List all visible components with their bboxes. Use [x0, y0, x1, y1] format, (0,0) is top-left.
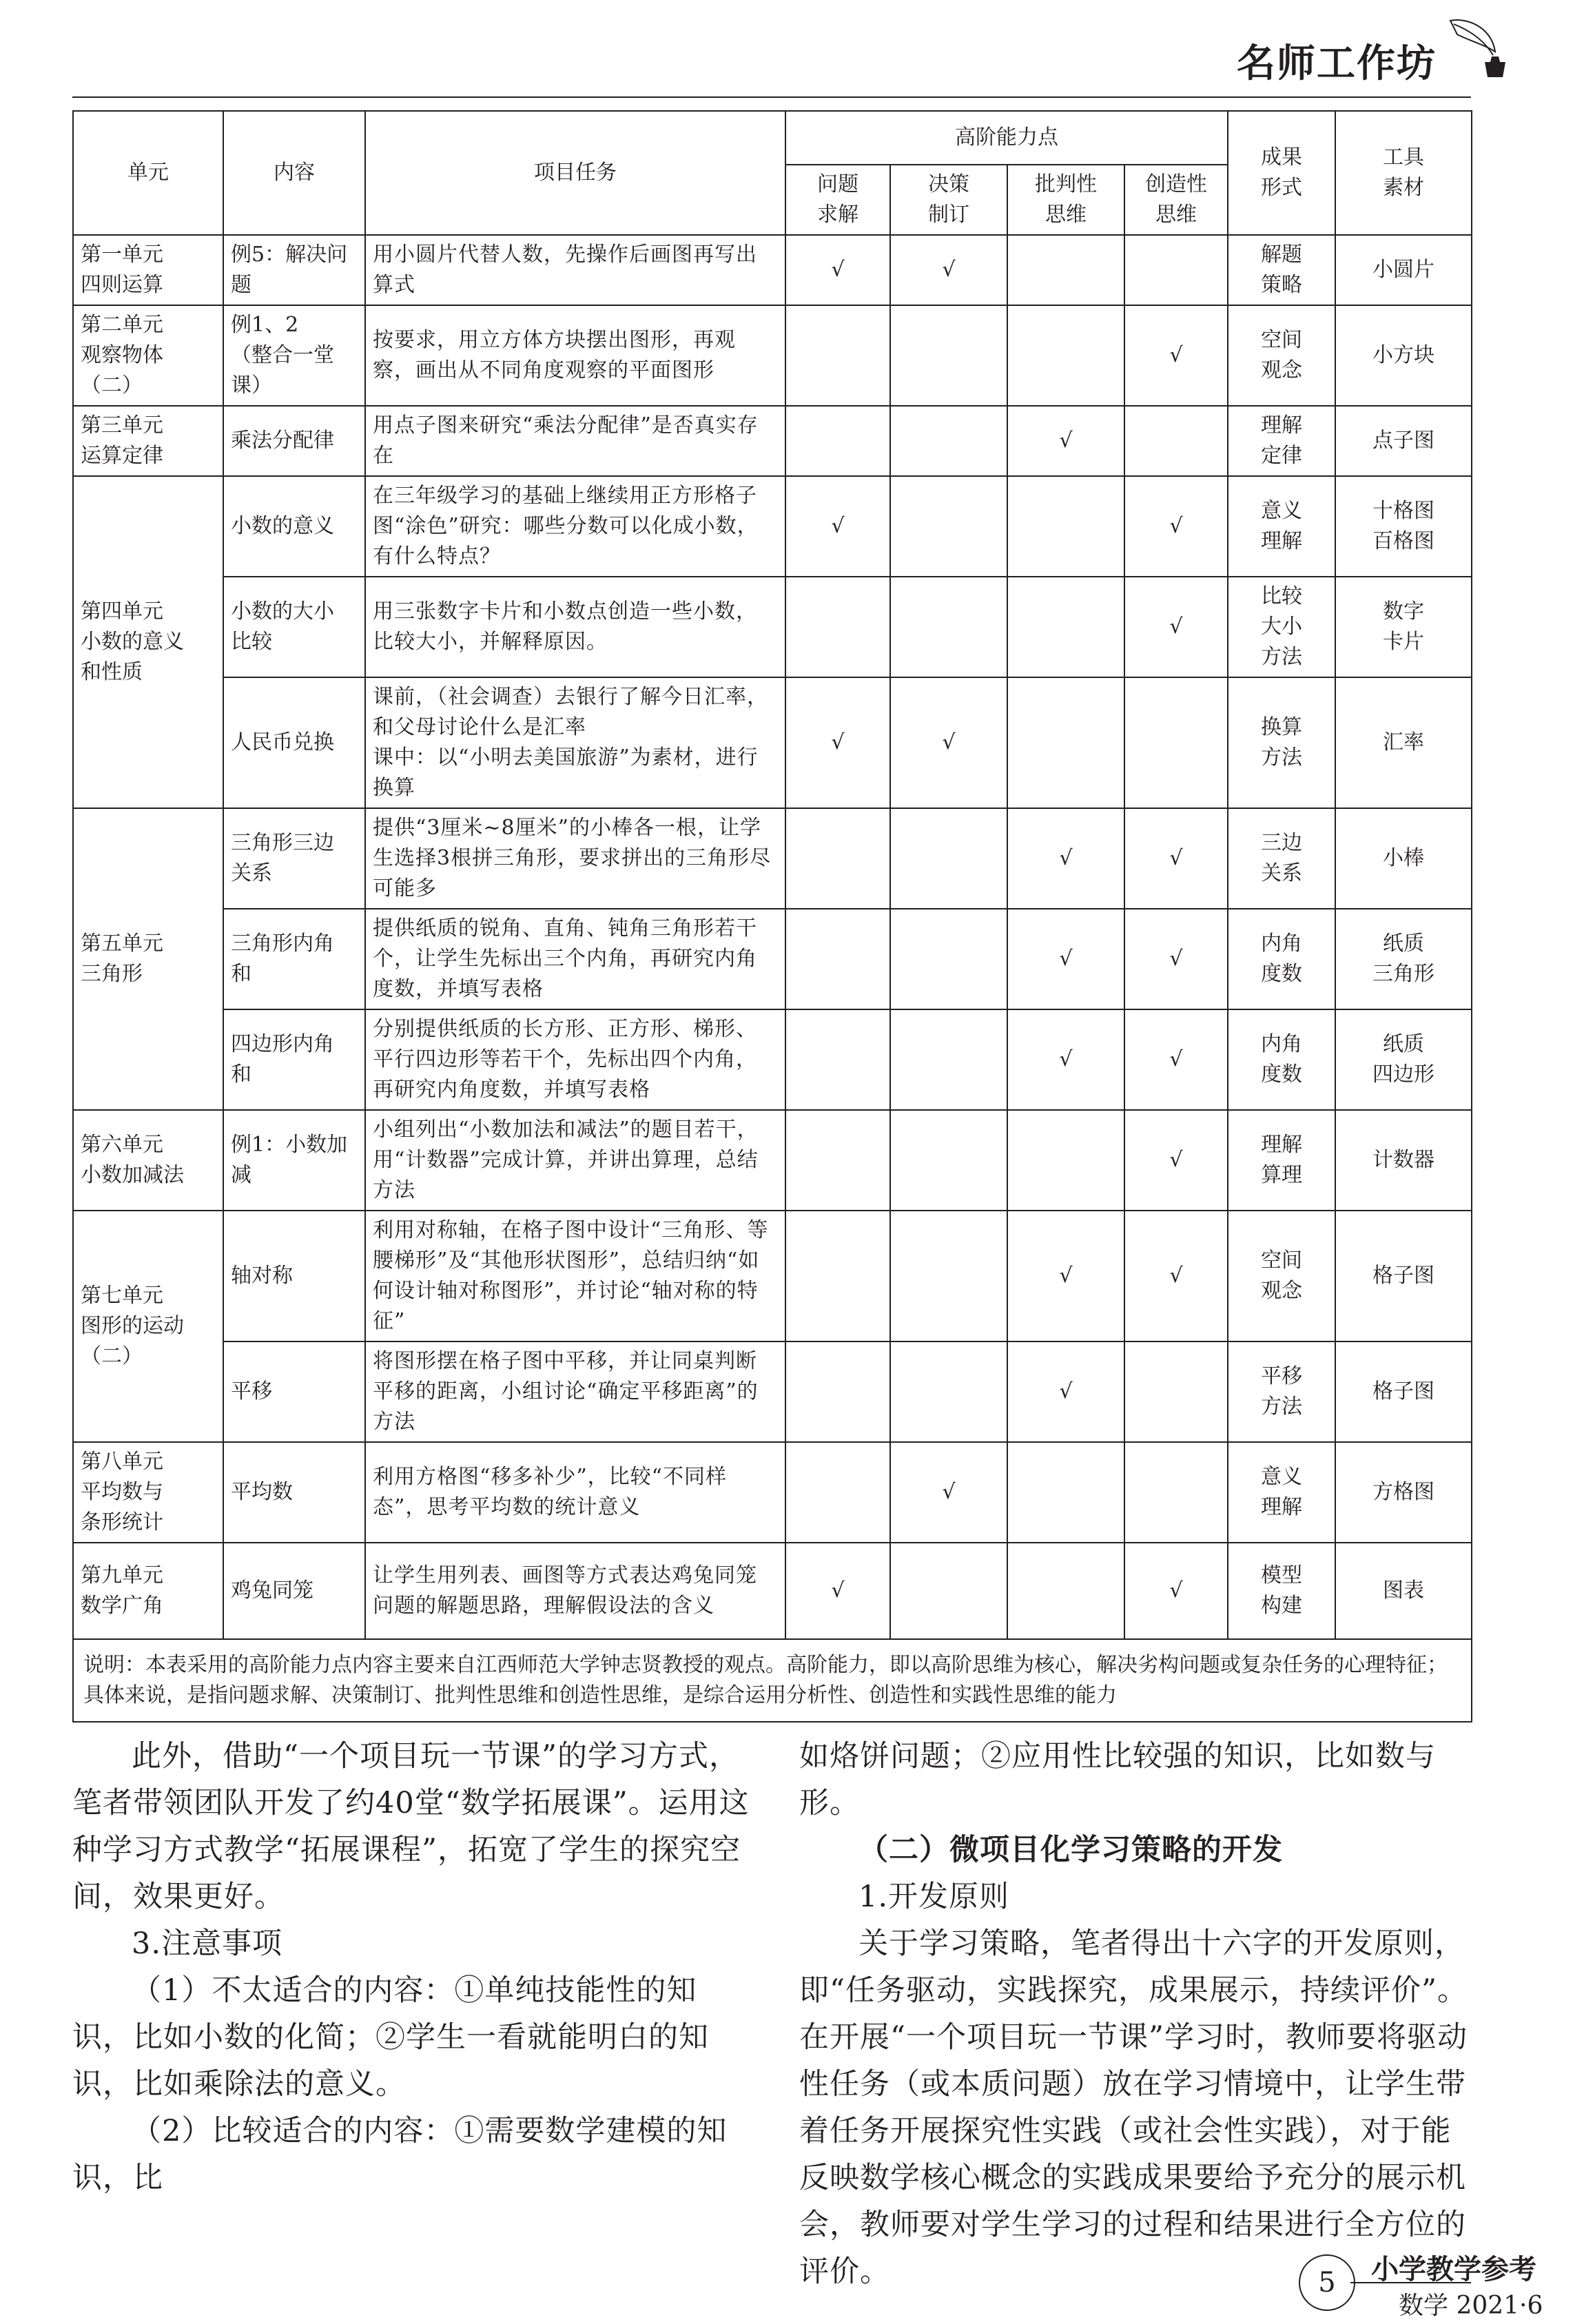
header-ability-group: 高阶能力点	[785, 111, 1228, 165]
ability-check-cell	[1007, 1110, 1124, 1211]
unit-cell: 第九单元 数学广角	[73, 1543, 223, 1639]
content-cell: 例1：小数加 减	[223, 1110, 365, 1211]
result-cell: 内角 度数	[1228, 909, 1335, 1009]
paragraph: 此外，借助“一个项目玩一节课”的学习方式，笔者带领团队开发了约40堂“数学拓展课”。运用这种学习方式教学“拓展课程”，拓宽了学生的探究空间，效果更好。	[72, 1739, 750, 1914]
ability-check-cell: √	[1007, 1009, 1124, 1110]
sub-heading: 1.开发原则	[858, 1880, 1010, 1914]
content-cell: 小数的大小 比较	[223, 577, 365, 677]
ability-check-cell	[785, 1110, 890, 1211]
paragraph: （1）不太适合的内容：①单纯技能性的知识，比如小数的化简；②学生一看就能明白的知识，比如乘除法的意义。	[72, 1973, 709, 2101]
ability-check-cell	[1007, 1442, 1124, 1543]
ability-check-cell: √	[1007, 808, 1124, 909]
journal-issue: 数学 2021·6	[1399, 2292, 1543, 2320]
body-left-column	[72, 1733, 754, 2201]
result-cell: 意义 理解	[1228, 476, 1335, 577]
content-cell: 平移	[223, 1341, 365, 1442]
unit-cell: 第五单元 三角形	[73, 808, 223, 1110]
task-cell: 分别提供纸质的长方形、正方形、梯形、平行四边形等若干个，先标出四个内角，再研究内角度数，并填写表格	[365, 1009, 785, 1110]
result-cell: 比较 大小 方法	[1228, 577, 1335, 677]
table-row	[73, 577, 1472, 677]
section-heading: 3.注意事项	[132, 1926, 283, 1961]
task-cell: 提供纸质的锐角、直角、钝角三角形若干个，让学生先标出三个内角，再研究内角度数，并填写表格	[365, 909, 785, 1009]
task-cell: 将图形摆在格子图中平移，并让同桌判断平移的距离，小组讨论“确定平移距离”的方法	[365, 1341, 785, 1442]
result-cell: 平移 方法	[1228, 1341, 1335, 1442]
ability-check-cell: √	[1124, 808, 1228, 909]
ability-check-cell	[1007, 577, 1124, 677]
ability-check-cell: √	[1007, 406, 1124, 476]
result-cell: 意义 理解	[1228, 1442, 1335, 1543]
body-right-column	[799, 1733, 1471, 2295]
content-cell: 轴对称	[223, 1211, 365, 1341]
ability-check-cell	[785, 909, 890, 1009]
header-tool: 工具 素材	[1335, 111, 1472, 235]
result-cell: 换算 方法	[1228, 677, 1335, 808]
ability-check-cell	[1124, 235, 1228, 305]
tool-cell: 汇率	[1335, 677, 1472, 808]
ability-check-cell: √	[1007, 1341, 1124, 1442]
ability-check-cell: √	[785, 677, 890, 808]
tool-cell: 方格图	[1335, 1442, 1472, 1543]
table-body	[73, 235, 1472, 1639]
header-content: 内容	[223, 111, 365, 235]
header-ability-decision-making: 决策 制订	[890, 165, 1007, 235]
unit-cell: 第六单元 小数加减法	[73, 1110, 223, 1211]
journal-name: 小学教学参考	[1371, 2254, 1536, 2285]
ability-check-cell: √	[890, 1442, 1007, 1543]
header-result: 成果 形式	[1228, 111, 1335, 235]
ability-check-cell	[1007, 476, 1124, 577]
ability-check-cell	[890, 808, 1007, 909]
ability-check-cell	[785, 406, 890, 476]
table-row	[73, 476, 1472, 577]
header-ability-critical-thinking: 批判性 思维	[1007, 165, 1124, 235]
ability-check-cell	[1124, 677, 1228, 808]
table-row	[73, 1543, 1472, 1639]
header-ability-problem-solving: 问题 求解	[785, 165, 890, 235]
ability-check-cell	[785, 1211, 890, 1341]
ability-check-cell	[890, 406, 1007, 476]
ability-check-cell	[890, 577, 1007, 677]
tool-cell: 纸质 四边形	[1335, 1009, 1472, 1110]
ability-check-cell	[1007, 1543, 1124, 1639]
task-cell: 用点子图来研究“乘法分配律”是否真实存在	[365, 406, 785, 476]
tool-cell: 点子图	[1335, 406, 1472, 476]
ability-check-cell	[785, 577, 890, 677]
ability-check-cell: √	[785, 476, 890, 577]
ability-check-cell	[785, 1009, 890, 1110]
table-note: 说明：本表采用的高阶能力点内容主要来自江西师范大学钟志贤教授的观点。高阶能力，即以高阶思维为核心，解决劣构问题或复杂任务的心理特征；具体来说，是指问题求解、决策制订、批判性思维和创造性思维，是综合运用分析性、创造性和实践性思维的能力	[73, 1639, 1472, 1722]
table-row	[73, 305, 1472, 406]
header-ability-creative-thinking: 创造性 思维	[1124, 165, 1228, 235]
ability-check-cell	[890, 1110, 1007, 1211]
tool-cell: 格子图	[1335, 1211, 1472, 1341]
header-task: 项目任务	[365, 111, 785, 235]
ability-check-cell	[890, 1341, 1007, 1442]
content-cell: 平均数	[223, 1442, 365, 1543]
ability-check-cell	[785, 305, 890, 406]
ability-check-cell: √	[785, 235, 890, 305]
ability-check-cell	[785, 808, 890, 909]
content-cell: 三角形三边 关系	[223, 808, 365, 909]
task-cell: 用三张数字卡片和小数点创造一些小数，比较大小，并解释原因。	[365, 577, 785, 677]
ability-check-cell: √	[1007, 909, 1124, 1009]
content-cell: 例1、2 （整合一堂 课）	[223, 305, 365, 406]
result-cell: 空间 观念	[1228, 305, 1335, 406]
task-cell: 利用方格图“移多补少”，比较“不同样态”，思考平均数的统计意义	[365, 1442, 785, 1543]
ability-check-cell: √	[890, 235, 1007, 305]
result-cell: 三边 关系	[1228, 808, 1335, 909]
tool-cell: 数字 卡片	[1335, 577, 1472, 677]
ability-check-cell	[785, 1341, 890, 1442]
result-cell: 模型 构建	[1228, 1543, 1335, 1639]
ability-check-cell	[785, 1442, 890, 1543]
content-cell: 例5：解决问 题	[223, 235, 365, 305]
ability-check-cell	[1007, 305, 1124, 406]
task-cell: 小组列出“小数加法和减法”的题目若干，用“计数器”完成计算，并讲出算理，总结方法	[365, 1110, 785, 1211]
unit-cell: 第二单元 观察物体 （二）	[73, 305, 223, 406]
footer-rule	[1350, 2282, 1471, 2283]
unit-cell: 第三单元 运算定律	[73, 406, 223, 476]
header-unit: 单元	[73, 111, 223, 235]
ability-check-cell: √	[785, 1543, 890, 1639]
task-cell: 提供“3厘米~8厘米”的小棒各一根，让学生选择3根拼三角形，要求拼出的三角形尽可能多	[365, 808, 785, 909]
content-cell: 三角形内角 和	[223, 909, 365, 1009]
result-cell: 空间 观念	[1228, 1211, 1335, 1341]
content-cell: 乘法分配律	[223, 406, 365, 476]
ability-check-cell: √	[1124, 476, 1228, 577]
task-cell: 按要求，用立方体方块摆出图形，再观察，画出从不同角度观察的平面图形	[365, 305, 785, 406]
table-row	[73, 808, 1472, 909]
ability-check-cell	[890, 1009, 1007, 1110]
ability-check-cell	[890, 305, 1007, 406]
ability-check-cell: √	[1124, 1211, 1228, 1341]
task-cell: 用小圆片代替人数，先操作后画图再写出算式	[365, 235, 785, 305]
tool-cell: 格子图	[1335, 1341, 1472, 1442]
ability-check-cell: √	[1124, 577, 1228, 677]
ability-check-cell	[890, 1211, 1007, 1341]
ability-check-cell: √	[890, 677, 1007, 808]
unit-cell: 第一单元 四则运算	[73, 235, 223, 305]
page-number: 5	[1299, 2254, 1355, 2311]
result-cell: 理解 算理	[1228, 1110, 1335, 1211]
table-row	[73, 677, 1472, 808]
task-cell: 课前，（社会调查）去银行了解今日汇率，和父母讨论什么是汇率 课中：以“小明去美国旅游”为素材，进行换算	[365, 677, 785, 808]
curriculum-table	[72, 110, 1471, 1714]
table-row	[73, 909, 1472, 1009]
header-rule	[72, 96, 1471, 98]
ability-check-cell	[1124, 1442, 1228, 1543]
feather-inkwell-icon	[1437, 14, 1512, 83]
result-cell: 解题 策略	[1228, 235, 1335, 305]
ability-check-cell: √	[1007, 1211, 1124, 1341]
ability-check-cell	[890, 476, 1007, 577]
section-title: 名师工作坊	[1237, 41, 1437, 86]
unit-cell: 第七单元 图形的运动 （二）	[73, 1211, 223, 1442]
paragraph: 如烙饼问题；②应用性比较强的知识，比如数与形。	[799, 1739, 1436, 1820]
ability-check-cell: √	[1124, 1009, 1228, 1110]
task-cell: 让学生用列表、画图等方式表达鸡兔同笼问题的解题思路，理解假设法的含义	[365, 1543, 785, 1639]
ability-check-cell	[1007, 235, 1124, 305]
paragraph: （2）比较适合的内容：①需要数学建模的知识，比	[72, 2114, 728, 2195]
ability-check-cell	[1007, 677, 1124, 808]
result-cell: 内角 度数	[1228, 1009, 1335, 1110]
tool-cell: 小棒	[1335, 808, 1472, 909]
table-row	[73, 406, 1472, 476]
section-heading: （二）微项目化学习策略的开发	[858, 1833, 1283, 1867]
unit-cell: 第四单元 小数的意义 和性质	[73, 476, 223, 808]
table-row	[73, 1341, 1472, 1442]
table-row	[73, 1211, 1472, 1341]
table-row	[73, 1009, 1472, 1110]
content-cell: 人民币兑换	[223, 677, 365, 808]
table-row	[73, 1110, 1472, 1211]
ability-check-cell: √	[1124, 909, 1228, 1009]
tool-cell: 十格图 百格图	[1335, 476, 1472, 577]
tool-cell: 纸质 三角形	[1335, 909, 1472, 1009]
ability-check-cell: √	[1124, 305, 1228, 406]
ability-check-cell: √	[1124, 1110, 1228, 1211]
tool-cell: 小圆片	[1335, 235, 1472, 305]
task-cell: 在三年级学习的基础上继续用正方形格子图“涂色”研究：哪些分数可以化成小数，有什么特点？	[365, 476, 785, 577]
content-cell: 小数的意义	[223, 476, 365, 577]
ability-check-cell	[890, 909, 1007, 1009]
result-cell: 理解 定律	[1228, 406, 1335, 476]
tool-cell: 图表	[1335, 1543, 1472, 1639]
content-cell: 鸡兔同笼	[223, 1543, 365, 1639]
tool-cell: 计数器	[1335, 1110, 1472, 1211]
task-cell: 利用对称轴，在格子图中设计“三角形、等腰梯形”及“其他形状图形”，总结归纳“如何设计轴对称图形”，并讨论“轴对称的特征”	[365, 1211, 785, 1341]
ability-check-cell: √	[1124, 1543, 1228, 1639]
table-row	[73, 235, 1472, 305]
ability-check-cell	[1124, 1341, 1228, 1442]
content-cell: 四边形内角 和	[223, 1009, 365, 1110]
tool-cell: 小方块	[1335, 305, 1472, 406]
ability-check-cell	[890, 1543, 1007, 1639]
ability-check-cell	[1124, 406, 1228, 476]
unit-cell: 第八单元 平均数与 条形统计	[73, 1442, 223, 1543]
table-row	[73, 1442, 1472, 1543]
paragraph: 关于学习策略，笔者得出十六字的开发原则，即“任务驱动，实践探究，成果展示，持续评价”。在开展“一个项目玩一节课”学习时，教师要将驱动性任务（或本质问题）放在学习情境中，让学生带着任务开展探究性实践（或社会性实践），对于能反映数学核心概念的实践成果要给予充分的展示机会，教师要对学生学习的过程和结果进行全方位的评价。	[799, 1926, 1468, 2289]
